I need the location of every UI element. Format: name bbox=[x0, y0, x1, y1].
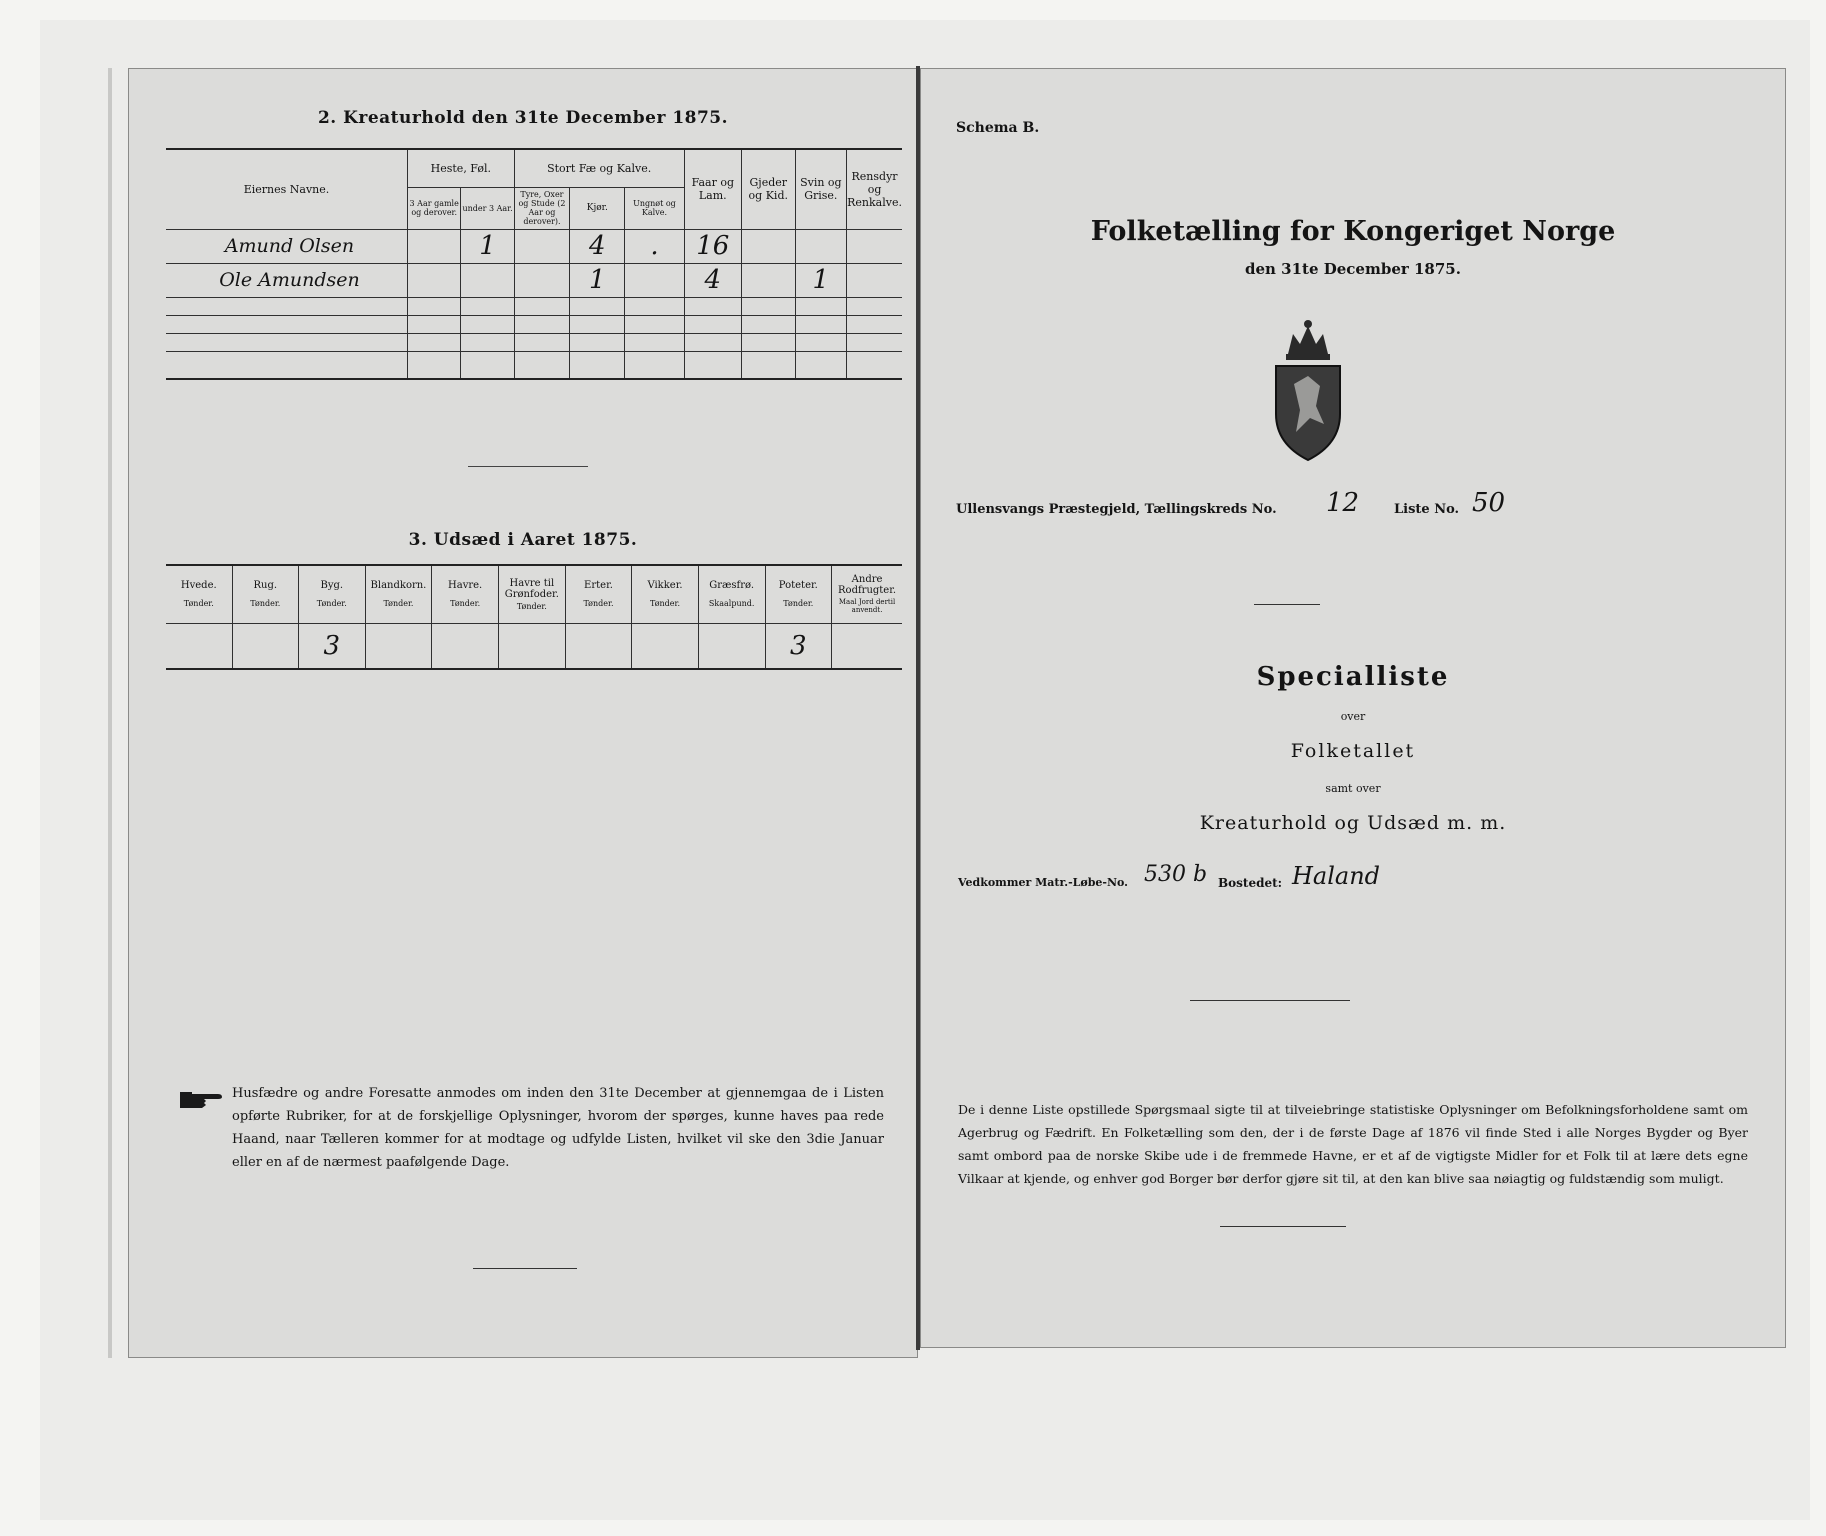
divider bbox=[1254, 604, 1320, 605]
owner-name: Amund Olsen bbox=[166, 229, 407, 263]
left-page bbox=[128, 68, 918, 1358]
right-page bbox=[920, 68, 1786, 1348]
seed-header: Poteter. bbox=[778, 580, 818, 592]
prestegjeld-label: Ullensvangs Præstegjeld, Tællingskreds No. bbox=[956, 502, 1277, 517]
coat-of-arms-icon bbox=[1248, 314, 1368, 464]
seed-value bbox=[432, 623, 499, 669]
heste-under3-value: 1 bbox=[461, 229, 514, 263]
seed-value bbox=[832, 623, 902, 669]
seed-unit: Tønder. bbox=[650, 599, 681, 609]
seed-unit: Tønder. bbox=[516, 601, 547, 611]
seed-value bbox=[632, 623, 699, 669]
bosted-label: Bostedet: bbox=[1218, 876, 1283, 890]
seed-header: Havre til Grønfoder. bbox=[504, 577, 559, 600]
faar-value: 16 bbox=[684, 229, 741, 263]
section3-title: 3. Udsæd i Aaret 1875. bbox=[408, 530, 638, 550]
seed-header: Havre. bbox=[448, 580, 483, 592]
divider bbox=[468, 466, 588, 467]
svin-value: 1 bbox=[795, 263, 847, 297]
seed-unit: Tønder. bbox=[316, 599, 347, 609]
ungnot-value bbox=[625, 263, 684, 297]
seed-unit: Tønder. bbox=[450, 599, 481, 609]
kreds-no-value: 12 bbox=[1326, 488, 1360, 518]
seed-header: Erter. bbox=[584, 580, 613, 592]
livestock-table bbox=[166, 148, 902, 380]
bosted-value: Haland bbox=[1292, 862, 1381, 890]
intro-text: De i denne Liste opstillede Spørgsmaal sigte til at tilveiebringe statistiske Oplysninger om Befolkningsforholdene samt om Agerbrug og Fædrift. En Folketælling som den, der i de første Dage af 1876 vil finde Sted i alle Norges Bygder og Byer samt ombord paa de norske Skibe ude i de fremmede Havne, er et af de vigtigste Midler for et Folk til at lære dets egne Vilkaar at kjende, og enhver god Borger bør derfor gjøre sit til, at den kan blive saa nøiagtig og fuldstændig som muligt. bbox=[958, 1102, 1748, 1186]
seed-value bbox=[232, 623, 298, 669]
kjor-value: 1 bbox=[570, 263, 625, 297]
seed-value bbox=[498, 623, 565, 669]
col-ungnot: Ungnøt og Kalve. bbox=[625, 187, 684, 229]
section2-title: 2. Kreaturhold den 31te December 1875. bbox=[317, 108, 729, 128]
col-heste-3aar: 3 Aar gamle og derover. bbox=[407, 187, 460, 229]
seed-value bbox=[365, 623, 432, 669]
col-gjeder: Gjeder og Kid. bbox=[741, 149, 795, 229]
seed-header: Græsfrø. bbox=[709, 580, 755, 592]
over-label: over bbox=[1340, 710, 1366, 723]
divider bbox=[1190, 1000, 1350, 1001]
divider bbox=[1220, 1226, 1346, 1227]
owner-name: Ole Amundsen bbox=[166, 263, 407, 297]
seed-header: Andre Rodfrugter. bbox=[838, 574, 897, 597]
col-faar: Faar og Lam. bbox=[684, 149, 741, 229]
seed-value: 3 bbox=[765, 623, 832, 669]
seed-unit: Tønder. bbox=[583, 599, 614, 609]
table-row bbox=[166, 623, 902, 669]
liste-label: Liste No. bbox=[1394, 502, 1460, 517]
table-row bbox=[166, 229, 902, 263]
col-rensdyr: Rensdyr og Renkalve. bbox=[847, 149, 902, 229]
seed-value bbox=[698, 623, 765, 669]
col-heste: Heste, Føl. bbox=[407, 149, 514, 187]
folketallet-label: Folketallet bbox=[1290, 740, 1416, 762]
kjor-value: 4 bbox=[570, 229, 625, 263]
col-tyre: Tyre, Oxer og Stude (2 Aar og derover). bbox=[514, 187, 570, 229]
seed-unit: Maal Jord dertil anvendt. bbox=[838, 598, 896, 615]
gjeder-value bbox=[741, 263, 795, 297]
kreaturhold-label: Kreaturhold og Udsæd m. m. bbox=[1199, 812, 1507, 834]
seed-header: Vikker. bbox=[647, 580, 683, 592]
seed-header: Byg. bbox=[320, 580, 344, 592]
liste-no-value: 50 bbox=[1472, 488, 1506, 518]
faar-value: 4 bbox=[684, 263, 741, 297]
specialliste-title: Specialliste bbox=[1256, 662, 1450, 692]
seed-unit: Tønder. bbox=[183, 599, 214, 609]
seed-header: Blandkorn. bbox=[370, 580, 427, 592]
svin-value bbox=[795, 229, 847, 263]
col-stort-fae: Stort Fæ og Kalve. bbox=[514, 149, 684, 187]
seed-header: Hvede. bbox=[180, 580, 217, 592]
heste-under3-value bbox=[461, 263, 514, 297]
seed-table bbox=[166, 564, 902, 670]
matr-value: 530 b bbox=[1144, 862, 1208, 887]
seed-value bbox=[166, 623, 232, 669]
seed-unit: Tønder. bbox=[383, 599, 414, 609]
seed-unit: Tønder. bbox=[783, 599, 814, 609]
col-svin: Svin og Grise. bbox=[795, 149, 847, 229]
seed-unit: Skaalpund. bbox=[708, 599, 755, 609]
census-date: den 31te December 1875. bbox=[1245, 260, 1461, 278]
divider bbox=[473, 1268, 577, 1269]
seed-value: 3 bbox=[299, 623, 365, 669]
col-eiernes-navne: Eiernes Navne. bbox=[166, 149, 407, 229]
matr-label: Vedkommer Matr.-Løbe-No. bbox=[958, 876, 1128, 889]
col-heste-under3: under 3 Aar. bbox=[461, 187, 514, 229]
schema-label: Schema B. bbox=[956, 120, 1040, 136]
seed-value bbox=[565, 623, 631, 669]
seed-header-row bbox=[166, 565, 902, 623]
gjeder-value bbox=[741, 229, 795, 263]
census-title: Folketælling for Kongeriget Norge bbox=[1090, 216, 1616, 247]
samt-over-label: samt over bbox=[1325, 782, 1381, 795]
col-kjor: Kjør. bbox=[570, 187, 625, 229]
seed-header: Rug. bbox=[253, 580, 278, 592]
pointing-hand-icon bbox=[180, 1088, 224, 1112]
notice-text: Husfædre og andre Foresatte anmodes om inden den 31te December at gjennemgaa de i Listen opførte Rubriker, for at de forskjellige Oplysninger, hvorom der spørges, kunne haves paa rede Haand, naar Tælleren kommer for at modtage og udfylde Listen, hvilket vil ske den 3die Januar eller en af de nærmest paafølgende Dage. bbox=[232, 1086, 884, 1170]
ungnot-value: . bbox=[625, 229, 684, 263]
seed-unit: Tønder. bbox=[250, 599, 281, 609]
table-row bbox=[166, 263, 902, 297]
